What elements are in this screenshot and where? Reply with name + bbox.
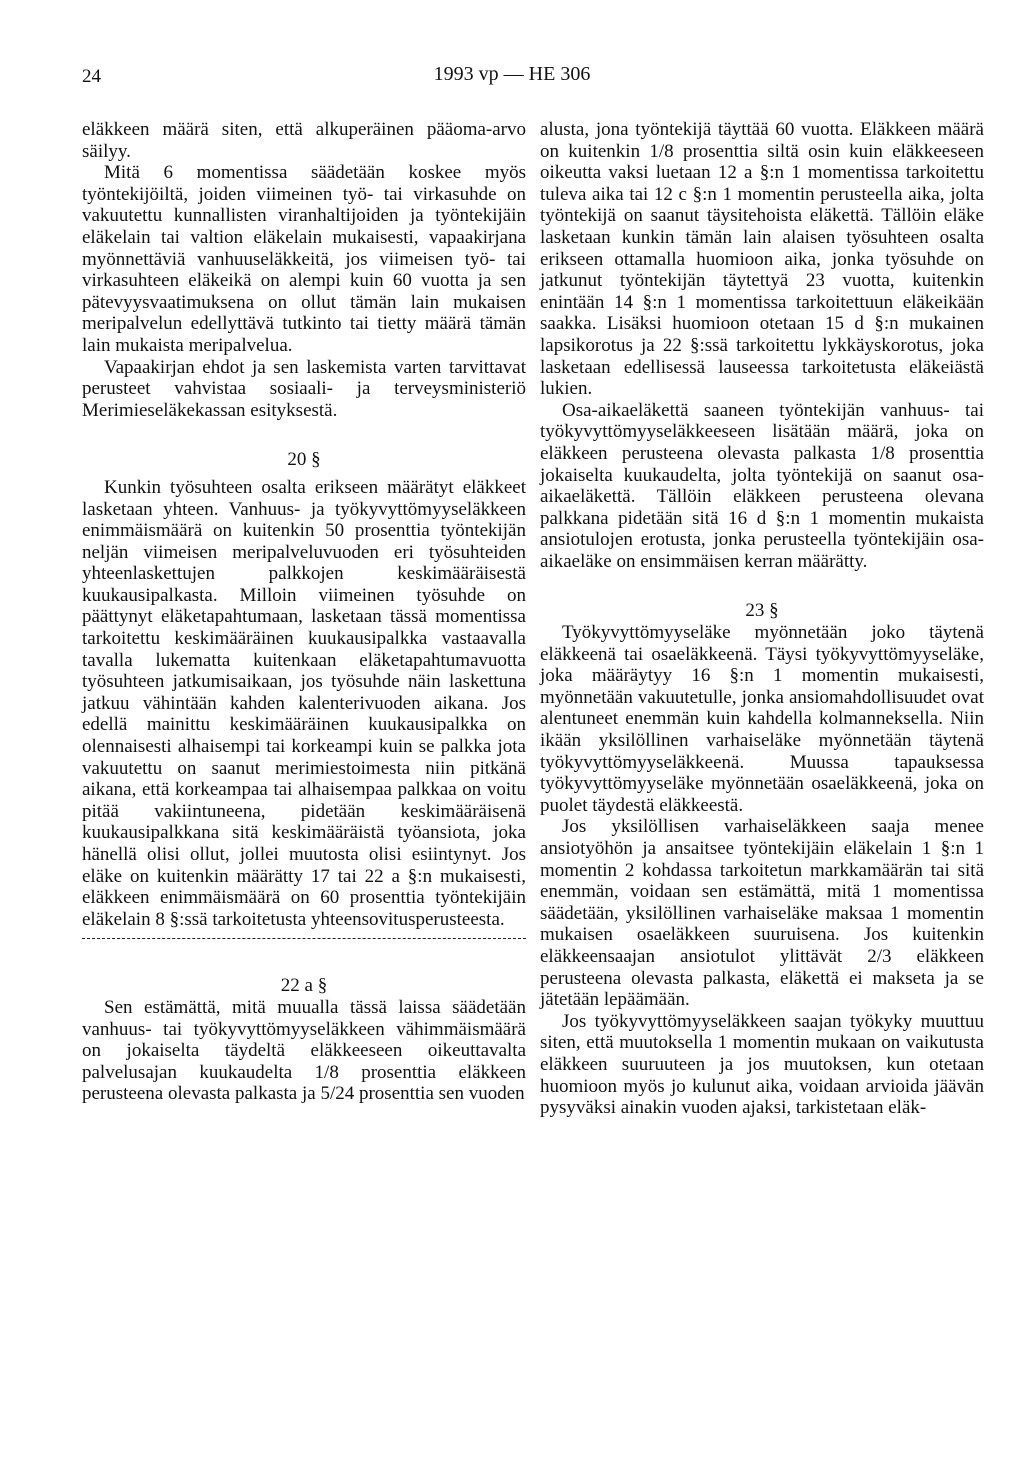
paragraph: Mitä 6 momentissa säädetään koskee myös työntekijöiltä, joiden viimeinen työ- tai virkasuhde on vakuutettu kunnallisten viranhaltijoiden ja työntekijäin eläkelain tai valtion eläkelain mukaisesti, vapaakirjana myönnettäviä vanhuuseläkkeitä, jos viimeisen työ- tai virkasuhteen eläkeikä on alempi kuin 60 vuotta ja sen pätevyysvaatimuksena on ollut tämän lain mukaisen meripalvelun edellyttävä tutkinto tai tietty määrä tämän lain mukaista meripalvelua. bbox=[82, 162, 526, 356]
paragraph: eläkkeen määrä siten, että alkuperäinen pääoma-arvo säilyy. bbox=[82, 119, 526, 162]
paragraph: Sen estämättä, mitä muualla tässä laissa säädetään vanhuus- tai työkyvyttömyyseläkkeen vähimmäismäärä on jokaiselta täydeltä eläkkeeseen oikeuttavalta palvelusajan kuukaudelta 1/8 prosenttia eläkkeen perusteena olevasta palkasta ja 5/24 prosenttia sen vuoden bbox=[82, 996, 526, 1105]
paragraph: Vapaakirjan ehdot ja sen laskemista varten tarvittavat perusteet vahvistaa sosiaali- ja terveysministeriö Merimieseläkekassan esityksestä. bbox=[82, 356, 526, 421]
paragraph: Kunkin työsuhteen osalta erikseen määrätyt eläkkeet lasketaan yhteen. Vanhuus- ja työkyvyttömyyseläkkeen enimmäismäärä on kuitenkin 50 prosenttia työntekijän neljän viimeisen meripalveluvuoden eri työsuhteiden yhteenlaskettujen palkkojen keskimääräisestä kuukausipalkasta. Milloin viimeinen työsuhde on päättynyt eläketapahtumaan, lasketaan tässä momentissa tarkoitettu keskimääräinen kuukausipalkka vastaavalla tavalla lukematta kuitenkaan eläketapahtumavuotta työsuhteen jatkumisaikaan, jos työsuhde näin laskettuna jatkuu vähintään kahden kalenterivuoden aikana. Jos edellä mainittu keskimääräinen kuukausipalkka on olennaisesti alhaisempi tai korkeampi kuin se palkka jota vakuutettu on saanut merimiestoimesta niin pitkänä aikana, että korkeampaa tai alhaisempaa palkkaa on voitu pitää vakiintuneena, pidetään keskimääräisenä kuukausipalkkana sitä keskimääräistä työansiota, joka hänellä olisi ollut, jollei muutosta olisi esiintynyt. Jos eläke on kuitenkin määrätty 17 tai 22 a §:n mukaisesti, eläkkeen enimmäismäärä on 60 prosenttia työntekijäin eläkelain 8 §:ssä tarkoitetusta yhteensovitusperusteesta. bbox=[82, 476, 526, 930]
paragraph: alusta, jona työntekijä täyttää 60 vuotta. Eläkkeen määrä on kuitenkin 1/8 prosenttia siltä osin kuin eläkkeeseen oikeutta vaksi luetaan 12 a §:n 1 momentissa tarkoitettu tuleva aika tai 12 c §:n 1 momentin perusteella aika, jolta työntekijä on saanut täysitehoista eläkettä. Tällöin eläke lasketaan kunkin tämän lain alaisen työsuhteen osalta erikseen ottamalla huomioon aika, jonka työsuhde on jatkunut työntekijän täytettyä 23 vuotta, kuitenkin enintään 14 §:n 1 momentissa tarkoitettuun eläkeikään saakka. Lisäksi huomioon otetaan 15 d §:n mukainen lapsikorotus ja 22 §:ssä tarkoitettu lykkäyskorotus, joka lasketaan edellisessä lauseessa tarkoitetusta eläkeiästä lukien. bbox=[540, 119, 984, 400]
left-column bbox=[82, 119, 526, 1105]
section-heading-23: 23 § bbox=[745, 600, 779, 622]
paragraph: Jos yksilöllisen varhaiseläkkeen saaja menee ansiotyöhön ja ansaitsee työntekijäin eläkelain 1 §:n 1 momentin 2 kohdassa tarkoitetun markkamäärän tai sitä enemmän, voidaan sen estämättä, mitä 1 momentissa säädetään, yksilöllinen varhaiseläke maksaa 1 momentin mukaisen osaeläkkeen suuruisena. Jos kuitenkin eläkkeensaajan ansiotulot ylittävät 2/3 eläkkeen perusteena olevasta palkasta, eläkettä ei makseta ja se jätetään lepäämään. bbox=[540, 816, 984, 1011]
omission-rule bbox=[82, 938, 526, 939]
section-heading-20: 20 § bbox=[287, 449, 321, 471]
paragraph: Jos työkyvyttömyyseläkkeen saajan työkyky muuttuu siten, että muutoksella 1 momentin mukaan on vaikutusta eläkkeen suuruuteen ja jos muutoksen, kun otetaan huomioon myös jo kulunut aika, voidaan arvioida jäävän pysyväksi ainakin vuoden ajaksi, tarkistetaan eläk- bbox=[540, 1010, 984, 1119]
page-number: 24 bbox=[82, 66, 101, 87]
right-column bbox=[540, 119, 984, 1119]
paragraph: Työkyvyttömyyseläke myönnetään joko täytenä eläkkeenä tai osaeläkkeenä. Täysi työkyvyttömyyseläke, joka määräytyy 16 §:n 1 momentin mukaisesti, myönnetään vakuutetulle, jonka ansiomahdollisuudet ovat alentuneet enemmän kuin kahdella kolmanneksella. Niin ikään yksilöllinen varhaiseläke myönnetään täytenä työkyvyttömyyseläkkeenä. Muussa tapauksessa työkyvyttömyyseläke myönnetään osaeläkkeenä, joka on puolet täydestä eläkkeestä. bbox=[540, 622, 984, 816]
section-heading-22a: 22 a § bbox=[280, 975, 328, 997]
paragraph: Osa-aikaeläkettä saaneen työntekijän vanhuus- tai työkyvyttömyyseläkkeeseen lisätään määrä, joka on eläkkeen perusteena olevasta palkasta 1/8 prosenttia jokaiselta kuukaudelta, jolta työntekijä on saanut osa-aikaeläkettä. Tällöin eläkkeen perusteena olevana palkkana pidetään sitä 16 d §:n 1 momentin mukaista ansiotulojen erotusta, jonka perusteella työntekijäin osa-aikaeläke on ensimmäisen kerran määrätty. bbox=[540, 399, 984, 572]
running-head: 1993 vp — HE 306 bbox=[433, 63, 591, 85]
